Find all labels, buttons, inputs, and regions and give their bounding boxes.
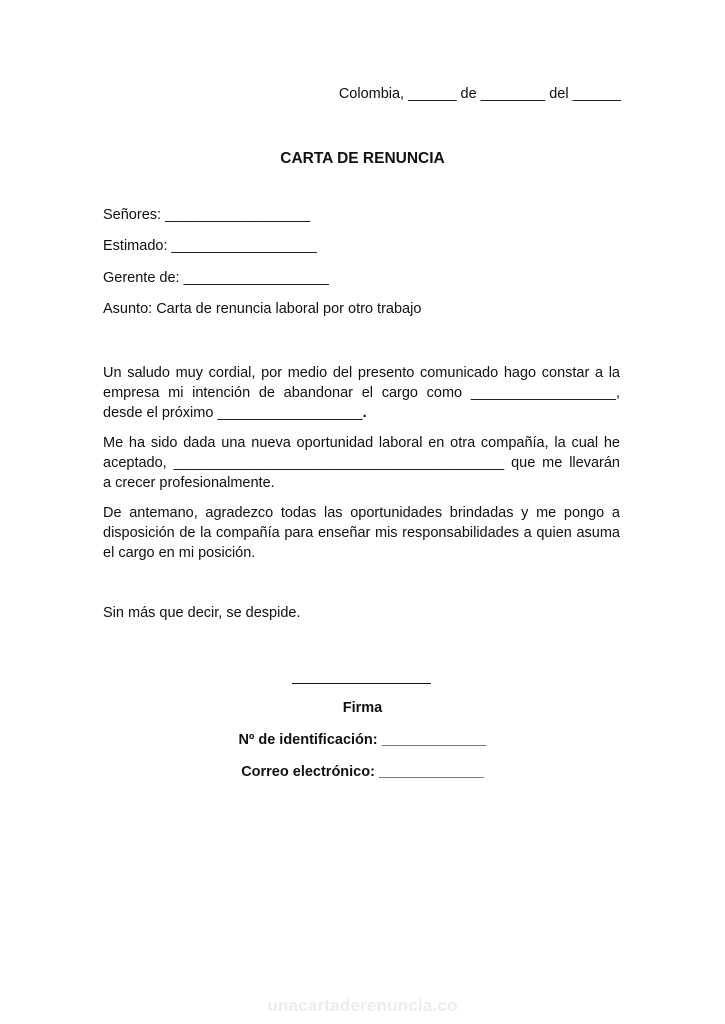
- estimado-field: Estimado: __________________: [103, 238, 317, 254]
- id-number-line: Nº de identificación: _____________: [238, 732, 487, 748]
- firma-label: Firma: [342, 700, 383, 716]
- paragraph-1-text: Un saludo muy cordial, por medio del presento comunicado hago constar a la empresa mi intención de abandonar el cargo como __________________, desde el próximo __________________: [103, 365, 620, 421]
- email-line: Correo electrónico: _____________: [241, 764, 484, 780]
- gerente-field: Gerente de: __________________: [103, 270, 329, 286]
- signature-line: [292, 683, 431, 684]
- asunto-line: Asunto: Carta de renuncia laboral por otro trabajo: [103, 301, 422, 317]
- closing-line: Sin más que decir, se despide.: [103, 605, 301, 621]
- date-line: Colombia, ______ de ________ del ______: [338, 86, 621, 102]
- watermark: unacartaderenuncia.co: [267, 996, 458, 1015]
- paragraph-3: De antemano, agradezco todas las oportunidades brindadas y me pongo a disposición de la compañía para enseñar mis responsabilidades a quien asuma el cargo en mi posición.: [103, 505, 620, 561]
- paragraph-1: [103, 363, 620, 423]
- paragraph-1-end: .: [362, 405, 367, 421]
- paragraph-2: Me ha sido dada una nueva oportunidad laboral en otra compañía, la cual he aceptado, _________________________________________ que me llevarán a crecer profesionalmente.: [103, 435, 620, 491]
- letter-title: CARTA DE RENUNCIA: [280, 150, 445, 167]
- senores-field: Señores: __________________: [103, 207, 311, 223]
